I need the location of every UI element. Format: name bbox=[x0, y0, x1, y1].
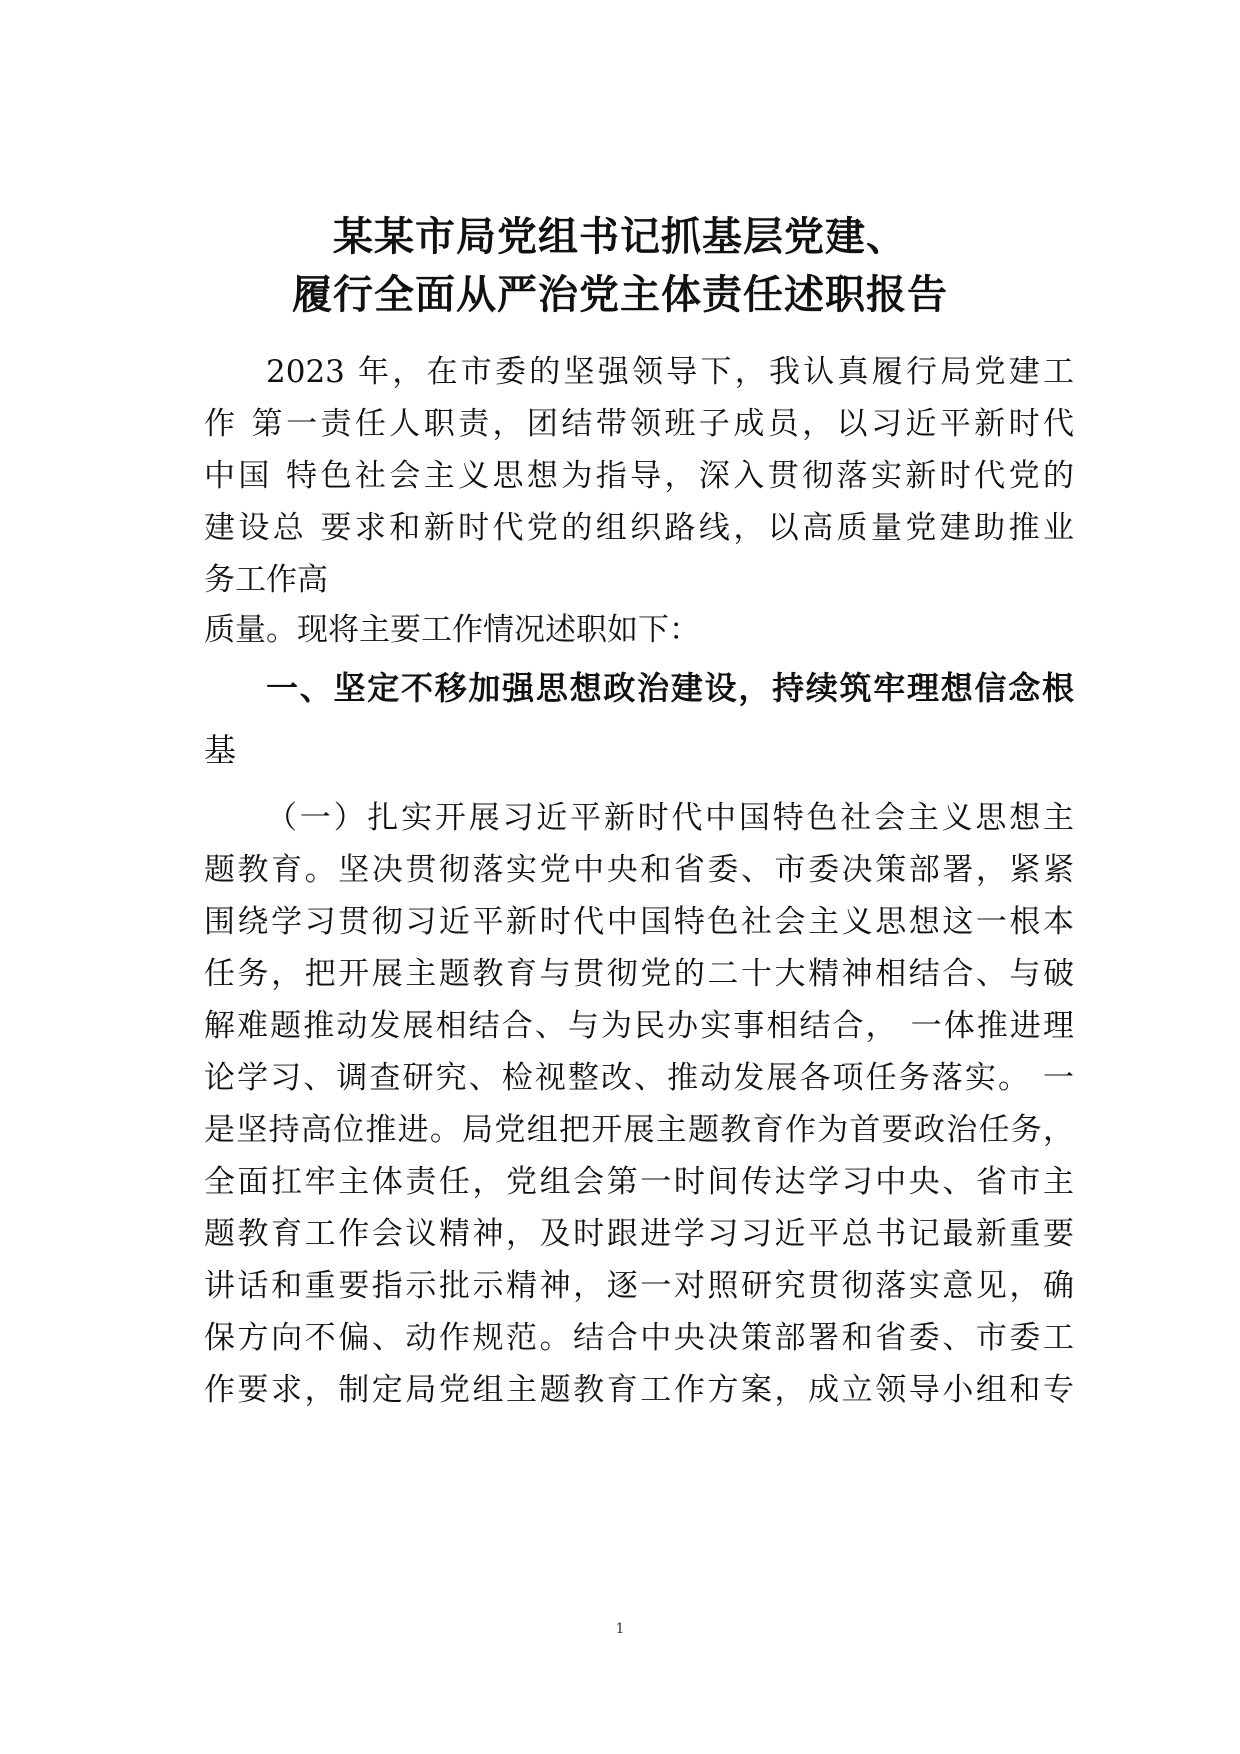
intro-line-2: 作 第一责任人职责，团结带领班子成员，以习近平新时代 bbox=[204, 406, 1074, 442]
body-line-5: 解难题推动发展相结合、与为民办实事相结合， 一体推进理 bbox=[204, 1008, 1074, 1044]
body-line-3: 围绕学习贯彻习近平新时代中国特色社会主义思想这一根本 bbox=[204, 904, 1074, 940]
document-title-line-2: 履行全面从严治党主体责任述职报告 bbox=[292, 272, 948, 318]
body-line-10: 讲话和重要指示批示精神，逐一对照研究贯彻落实意见，确 bbox=[204, 1268, 1074, 1304]
body-line-1: （一）扎实开展习近平新时代中国特色社会主义思想主 bbox=[266, 800, 1074, 836]
intro-line-3: 中国 特色社会主义思想为指导，深入贯彻落实新时代党的 bbox=[204, 458, 1074, 494]
body-line-8: 全面扛牢主体责任，党组会第一时间传达学习中央、省市主 bbox=[204, 1164, 1074, 1200]
intro-line-6: 质量。现将主要工作情况述职如下： bbox=[204, 612, 700, 648]
intro-line-1: 2023 年，在市委的坚强领导下，我认真履行局党建工 bbox=[266, 354, 1074, 390]
page-number: 1 bbox=[615, 1621, 625, 1637]
body-line-2: 题教育。坚决贯彻落实党中央和省委、市委决策部署，紧紧 bbox=[204, 852, 1074, 888]
document-title-line-1: 某某市局党组书记抓基层党建、 bbox=[333, 214, 907, 260]
intro-line-5: 务工作高 bbox=[204, 562, 328, 598]
intro-line-4: 建设总 要求和新时代党的组织路线，以高质量党建助推业 bbox=[204, 510, 1074, 546]
body-line-6: 论学习、调查研究、检视整改、推动发展各项任务落实。 一 bbox=[204, 1060, 1074, 1096]
body-line-11: 保方向不偏、动作规范。结合中央决策部署和省委、市委工 bbox=[204, 1320, 1074, 1356]
body-line-7: 是坚持高位推进。局党组把开展主题教育作为首要政治任务， bbox=[204, 1112, 1074, 1148]
section-heading-line-2: 基 bbox=[204, 731, 237, 769]
body-line-12: 作要求，制定局党组主题教育工作方案，成立领导小组和专 bbox=[204, 1372, 1074, 1408]
body-line-9: 题教育工作会议精神，及时跟进学习习近平总书记最新重要 bbox=[204, 1216, 1074, 1252]
body-line-4: 任务，把开展主题教育与贯彻党的二十大精神相结合、与破 bbox=[204, 956, 1074, 992]
section-heading-line-1: 一、坚定不移加强思想政治建设，持续筑牢理想信念根 bbox=[266, 669, 1074, 707]
